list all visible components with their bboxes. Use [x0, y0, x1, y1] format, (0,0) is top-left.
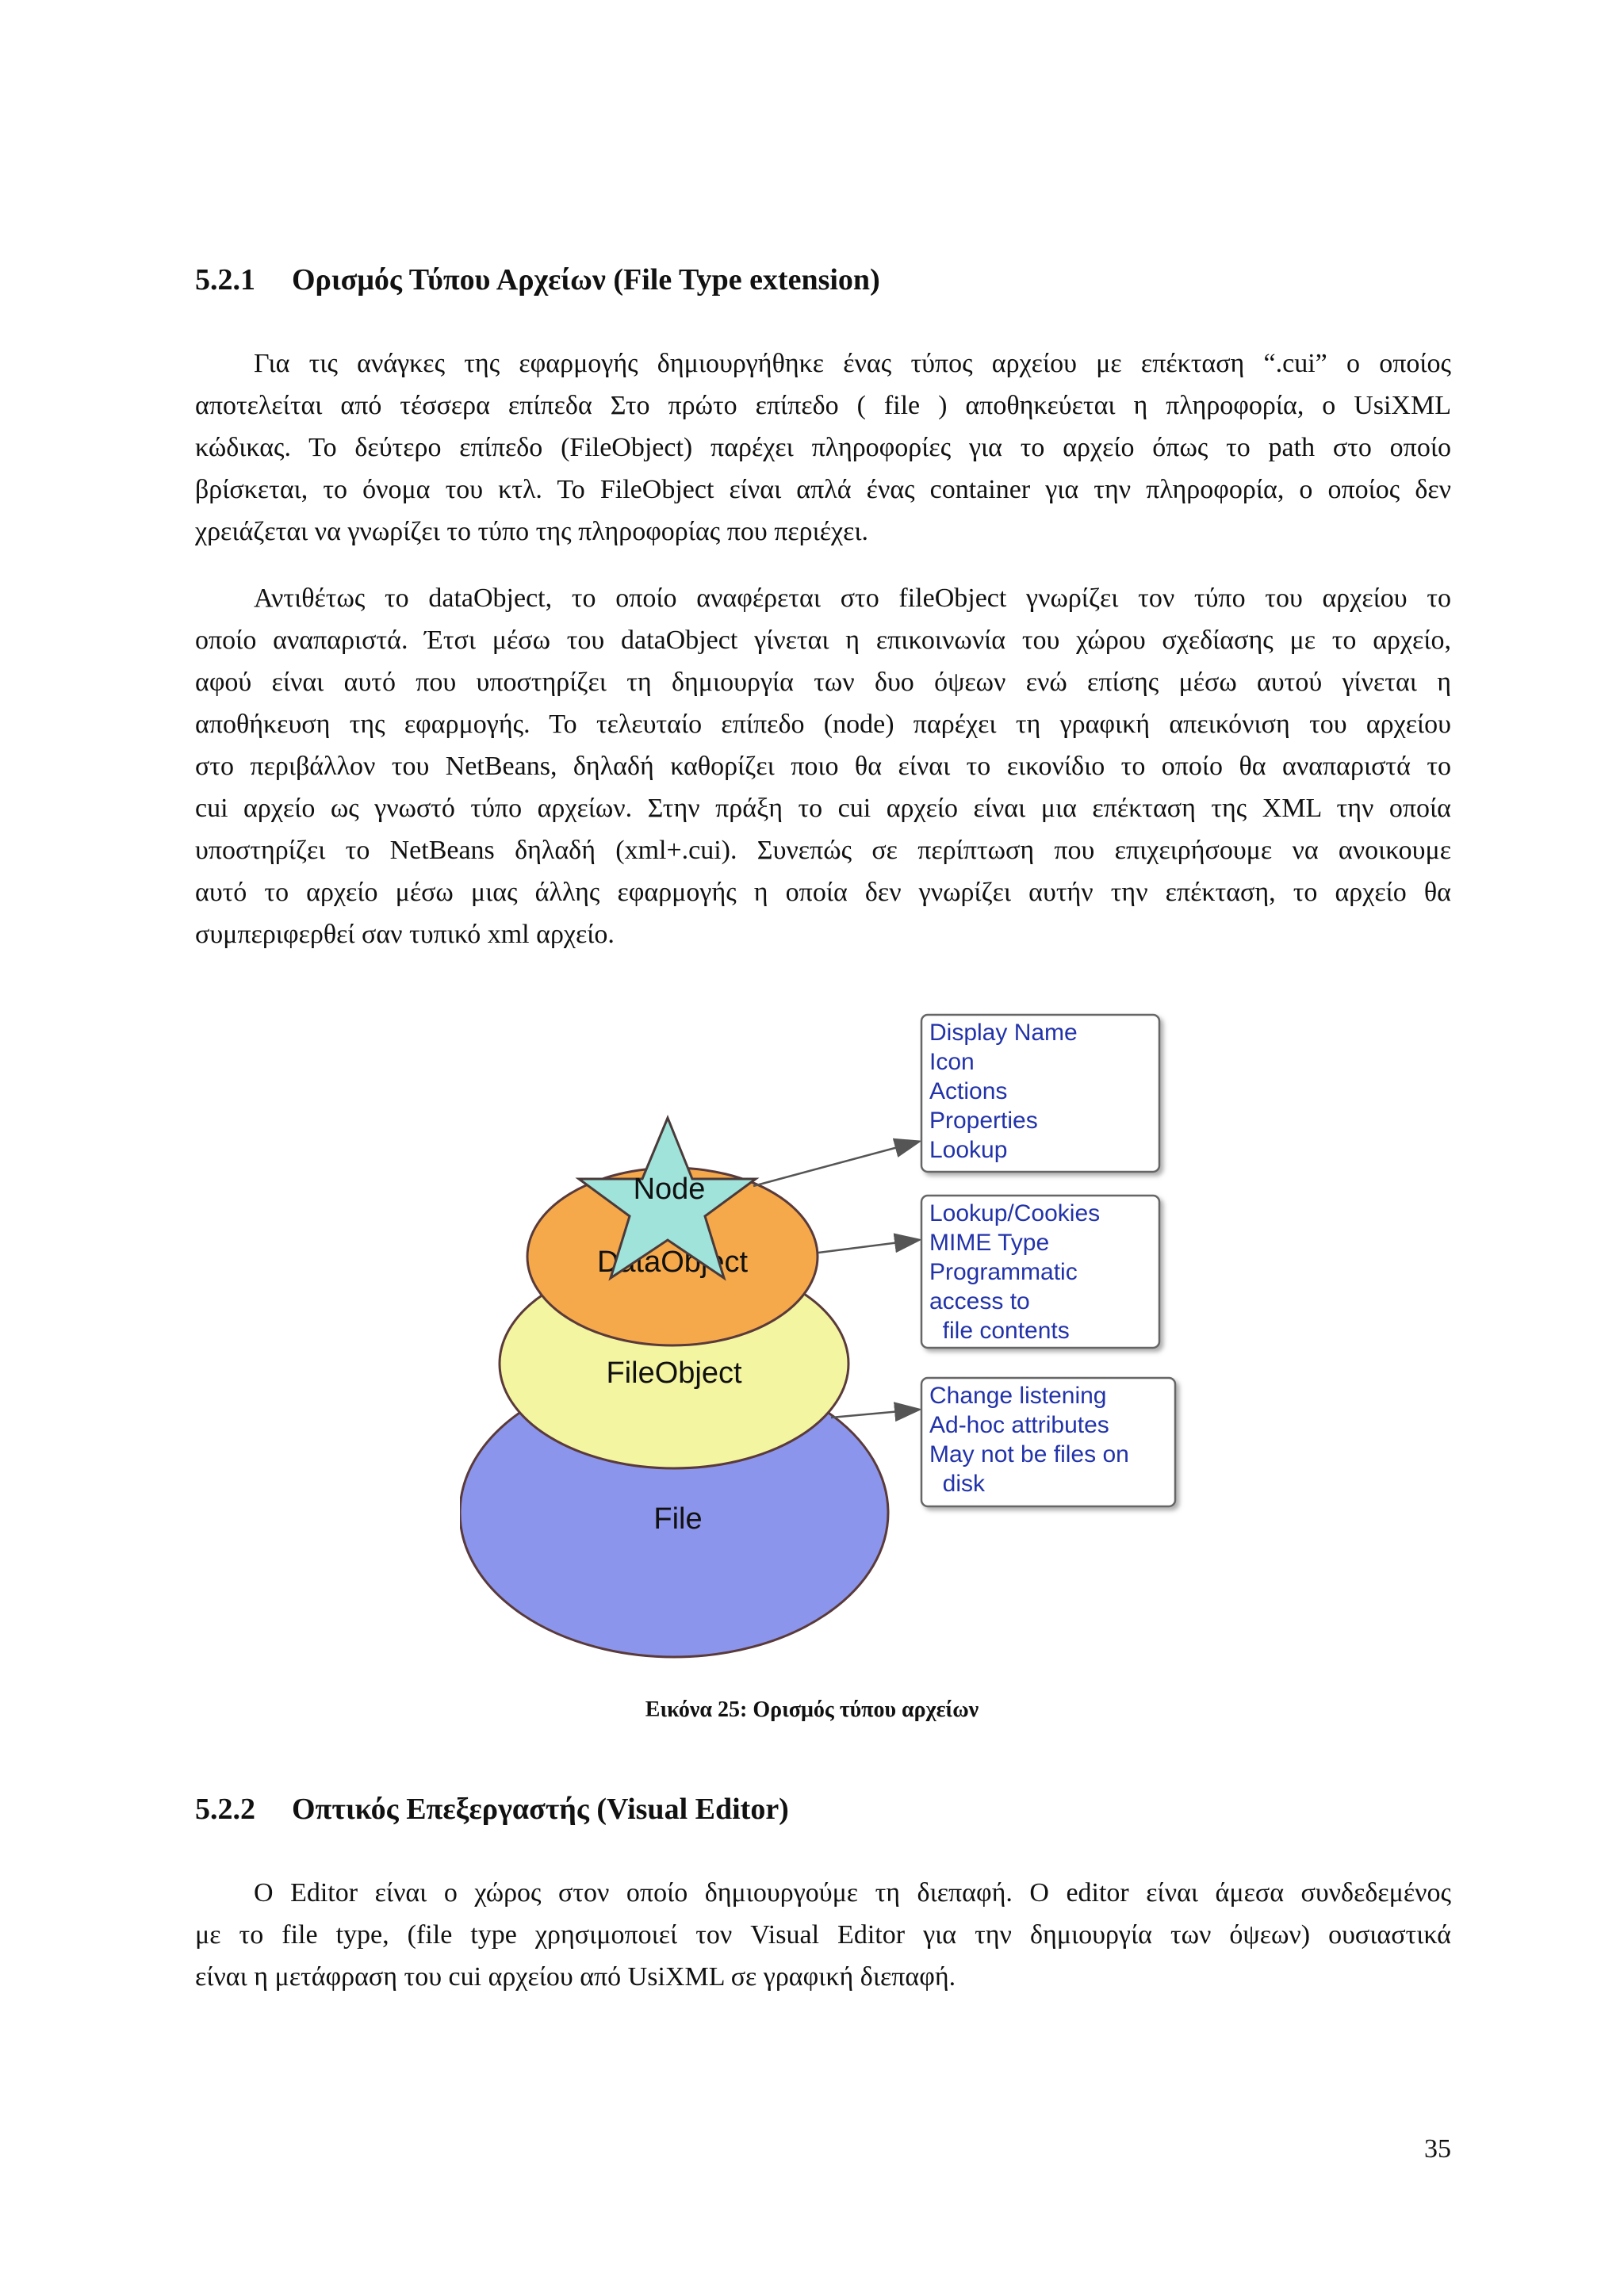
section-heading-5-2-2 — [195, 1792, 789, 1827]
box-item: Lookup/Cookies — [929, 1200, 1101, 1226]
paragraph-line: cui αρχείο ως γνωστό τύπο αρχείων. Στην πράξη το cui αρχείο είναι μια επέκταση της XML την οποία — [195, 794, 1451, 823]
section-title: Οπτικός Επεξεργαστής (Visual Editor) — [292, 1793, 789, 1826]
page-number: 35 — [1424, 2134, 1451, 2164]
paragraph-2 — [195, 577, 1451, 955]
paragraph-line: με το file type, (file type χρησιμοποιεί τον Visual Editor για την δημιουργία των όψεων) ουσιαστικά — [195, 1920, 1451, 1950]
paragraph-line: συμπεριφερθεί σαν τυπικό xml αρχείο. — [195, 920, 615, 949]
section-number: 5.2.1 — [195, 263, 255, 297]
paragraph-line: αποθήκευση της εφαρμογής. Το τελευταίο επίπεδο (node) παρέχει τη γραφική απεικόνιση του αρχείου — [195, 710, 1451, 739]
paragraph-line: αποτελείται από τέσσερα επίπεδα Στο πρώτο επίπεδο ( file ) αποθηκεύεται η πληροφορία, ο UsiXML — [195, 391, 1451, 420]
layer-diagram — [460, 1005, 1586, 1663]
box-item: MIME Type — [929, 1230, 1050, 1256]
paragraph-line: χρειάζεται να γνωρίζει το τύπο της πληροφορίας που περιέχει. — [195, 517, 869, 546]
paragraph-line: υποστηρίζει το NetBeans δηλαδή (xml+.cui). Συνεπώς σε περίπτωση που επιχειρήσουμε να ανοικουμε — [195, 836, 1451, 865]
box-item: Programmatic — [929, 1259, 1078, 1285]
figure-caption: Εικόνα 25: Ορισμός τύπου αρχείων — [645, 1697, 979, 1722]
section-heading-5-2-1 — [195, 262, 880, 297]
file-object-layer-label: FileObject — [606, 1357, 742, 1390]
file-type-figure — [460, 1005, 1586, 1663]
arrow-node-to-box-1 — [753, 1142, 918, 1186]
box-item: Lookup — [929, 1137, 1008, 1163]
paragraph-line: οποίο αναπαριστά. Έτσι μέσω του dataObject γίνεται η επικοινωνία του χώρου σχεδίασης με το αρχείο, — [195, 626, 1451, 655]
box-item: Change listening — [929, 1383, 1107, 1409]
box-item: Display Name — [929, 1020, 1078, 1046]
box-item: file contents — [929, 1318, 1070, 1344]
box-item: Icon — [929, 1049, 975, 1075]
box-item: access to — [929, 1288, 1030, 1314]
paragraph-line: Για τις ανάγκες της εφαρμογής δημιουργήθηκε ένας τύπος αρχείου με επέκταση “.cui” ο οποίος — [254, 349, 1451, 378]
arrow-fileobject-to-box-3 — [831, 1410, 918, 1418]
box-item: Actions — [929, 1078, 1008, 1104]
paragraph-line: O Editor είναι ο χώρος στον οποίο δημιουργούμε τη διεπαφή. O editor είναι άμεσα συνδεδεμένος — [254, 1878, 1451, 1908]
arrow-dataobject-to-box-2 — [818, 1240, 918, 1253]
node-layer-label: Node — [633, 1173, 706, 1206]
data-object-layer-label: DataObject — [596, 1246, 749, 1279]
file-layer-label: File — [653, 1502, 703, 1536]
section-number: 5.2.2 — [195, 1793, 255, 1826]
paragraph-line: αφού είναι αυτό που υποστηρίζει τη δημιουργία των δυο όψεων ενώ επίσης μέσω αυτού γίνεται η — [195, 668, 1451, 697]
box-item: disk — [929, 1471, 986, 1497]
box-item: Properties — [929, 1108, 1038, 1134]
paragraph-line: στο περιβάλλον του NetBeans, δηλαδή καθορίζει ποιο θα είναι το εικονίδιο το οποίο θα αναπαριστά το — [195, 752, 1451, 781]
box-item: May not be files on — [929, 1441, 1129, 1468]
paragraph-line: αυτό το αρχείο μέσω μιας άλλης εφαρμογής η οποία δεν γνωρίζει αυτήν την επέκταση, το αρχείο θα — [195, 878, 1451, 907]
section-title: Ορισμός Τύπου Αρχείων (File Type extension) — [292, 263, 880, 297]
paragraph-line: κώδικας. Το δεύτερο επίπεδο (FileObject) παρέχει πληροφορίες για το αρχείο όπως το path στο οποίο — [195, 433, 1451, 462]
paragraph-3 — [195, 1872, 1451, 1998]
paragraph-line: βρίσκεται, το όνομα του κτλ. Το FileObject είναι απλά ένας container για την πληροφορία, ο οποίος δεν — [195, 475, 1451, 504]
paragraph-line: είναι η μετάφραση του cui αρχείου από UsiXML σε γραφική διεπαφή. — [195, 1962, 956, 1992]
box-item: Ad-hoc attributes — [929, 1412, 1109, 1438]
paragraph-1 — [195, 342, 1451, 553]
paragraph-line: Αντιθέτως το dataObject, το οποίο αναφέρεται στο fileObject γνωρίζει τον τύπο του αρχείου το — [254, 584, 1451, 613]
